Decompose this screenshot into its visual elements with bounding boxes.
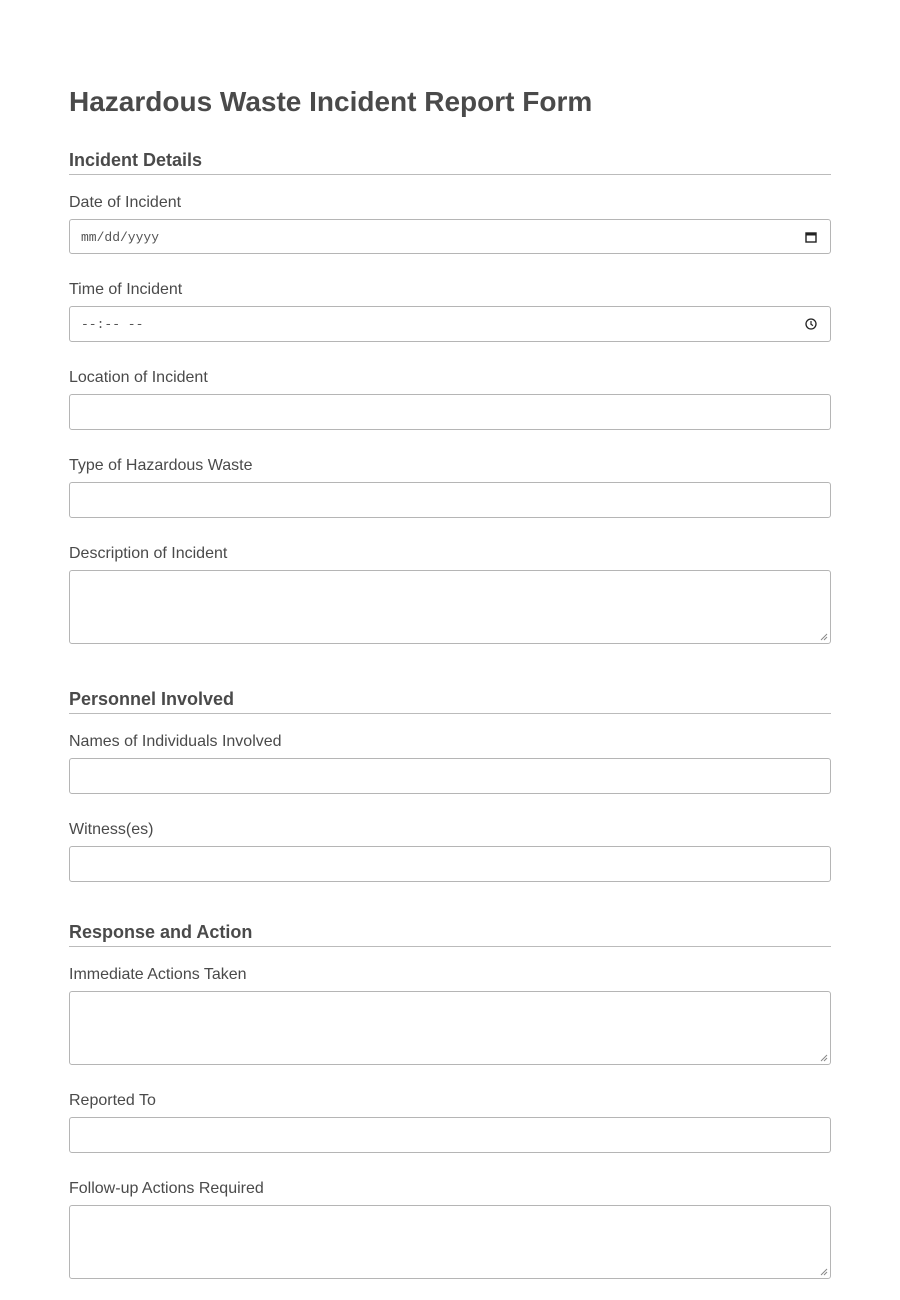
calendar-icon[interactable] bbox=[804, 230, 818, 244]
field-label: Time of Incident bbox=[69, 281, 183, 298]
immediate-actions-textarea[interactable] bbox=[69, 991, 831, 1065]
reported-to-field bbox=[69, 1091, 831, 1153]
section-incident-details bbox=[69, 150, 831, 644]
date-field bbox=[69, 193, 831, 254]
field-label: Names of Individuals Involved bbox=[69, 733, 282, 750]
field-label: Immediate Actions Taken bbox=[69, 966, 247, 983]
time-field bbox=[69, 280, 831, 342]
description-field bbox=[69, 544, 831, 644]
waste-type-field bbox=[69, 456, 831, 518]
section-heading: Response and Action bbox=[69, 922, 831, 947]
field-label: Reported To bbox=[69, 1092, 156, 1109]
section-heading: Incident Details bbox=[69, 150, 831, 175]
section-heading: Personnel Involved bbox=[69, 689, 831, 714]
page-title: Hazardous Waste Incident Report Form bbox=[69, 86, 593, 117]
location-input[interactable] bbox=[69, 394, 831, 430]
names-field bbox=[69, 732, 831, 794]
resize-handle-icon[interactable] bbox=[820, 1054, 828, 1062]
reported-to-input[interactable] bbox=[69, 1117, 831, 1153]
time-input[interactable] bbox=[69, 306, 831, 342]
resize-handle-icon[interactable] bbox=[820, 1268, 828, 1276]
resize-handle-icon[interactable] bbox=[820, 633, 828, 641]
field-label: Follow-up Actions Required bbox=[69, 1180, 264, 1197]
field-label: Description of Incident bbox=[69, 545, 228, 562]
field-label: Type of Hazardous Waste bbox=[69, 457, 253, 474]
section-personnel-involved bbox=[69, 689, 831, 882]
date-placeholder: mm/dd/yyyy bbox=[81, 230, 160, 245]
location-field bbox=[69, 368, 831, 430]
witnesses-input[interactable] bbox=[69, 846, 831, 882]
names-input[interactable] bbox=[69, 758, 831, 794]
follow-up-textarea[interactable] bbox=[69, 1205, 831, 1279]
time-placeholder: --:-- -- bbox=[81, 317, 144, 332]
follow-up-field bbox=[69, 1179, 831, 1279]
clock-icon[interactable] bbox=[804, 317, 818, 331]
field-label: Location of Incident bbox=[69, 369, 208, 386]
field-label: Witness(es) bbox=[69, 821, 154, 838]
date-input[interactable] bbox=[69, 219, 831, 254]
witnesses-field bbox=[69, 820, 831, 882]
description-textarea[interactable] bbox=[69, 570, 831, 644]
section-response-and-action bbox=[69, 922, 831, 1279]
field-label: Date of Incident bbox=[69, 194, 182, 211]
waste-type-input[interactable] bbox=[69, 482, 831, 518]
immediate-actions-field bbox=[69, 965, 831, 1065]
